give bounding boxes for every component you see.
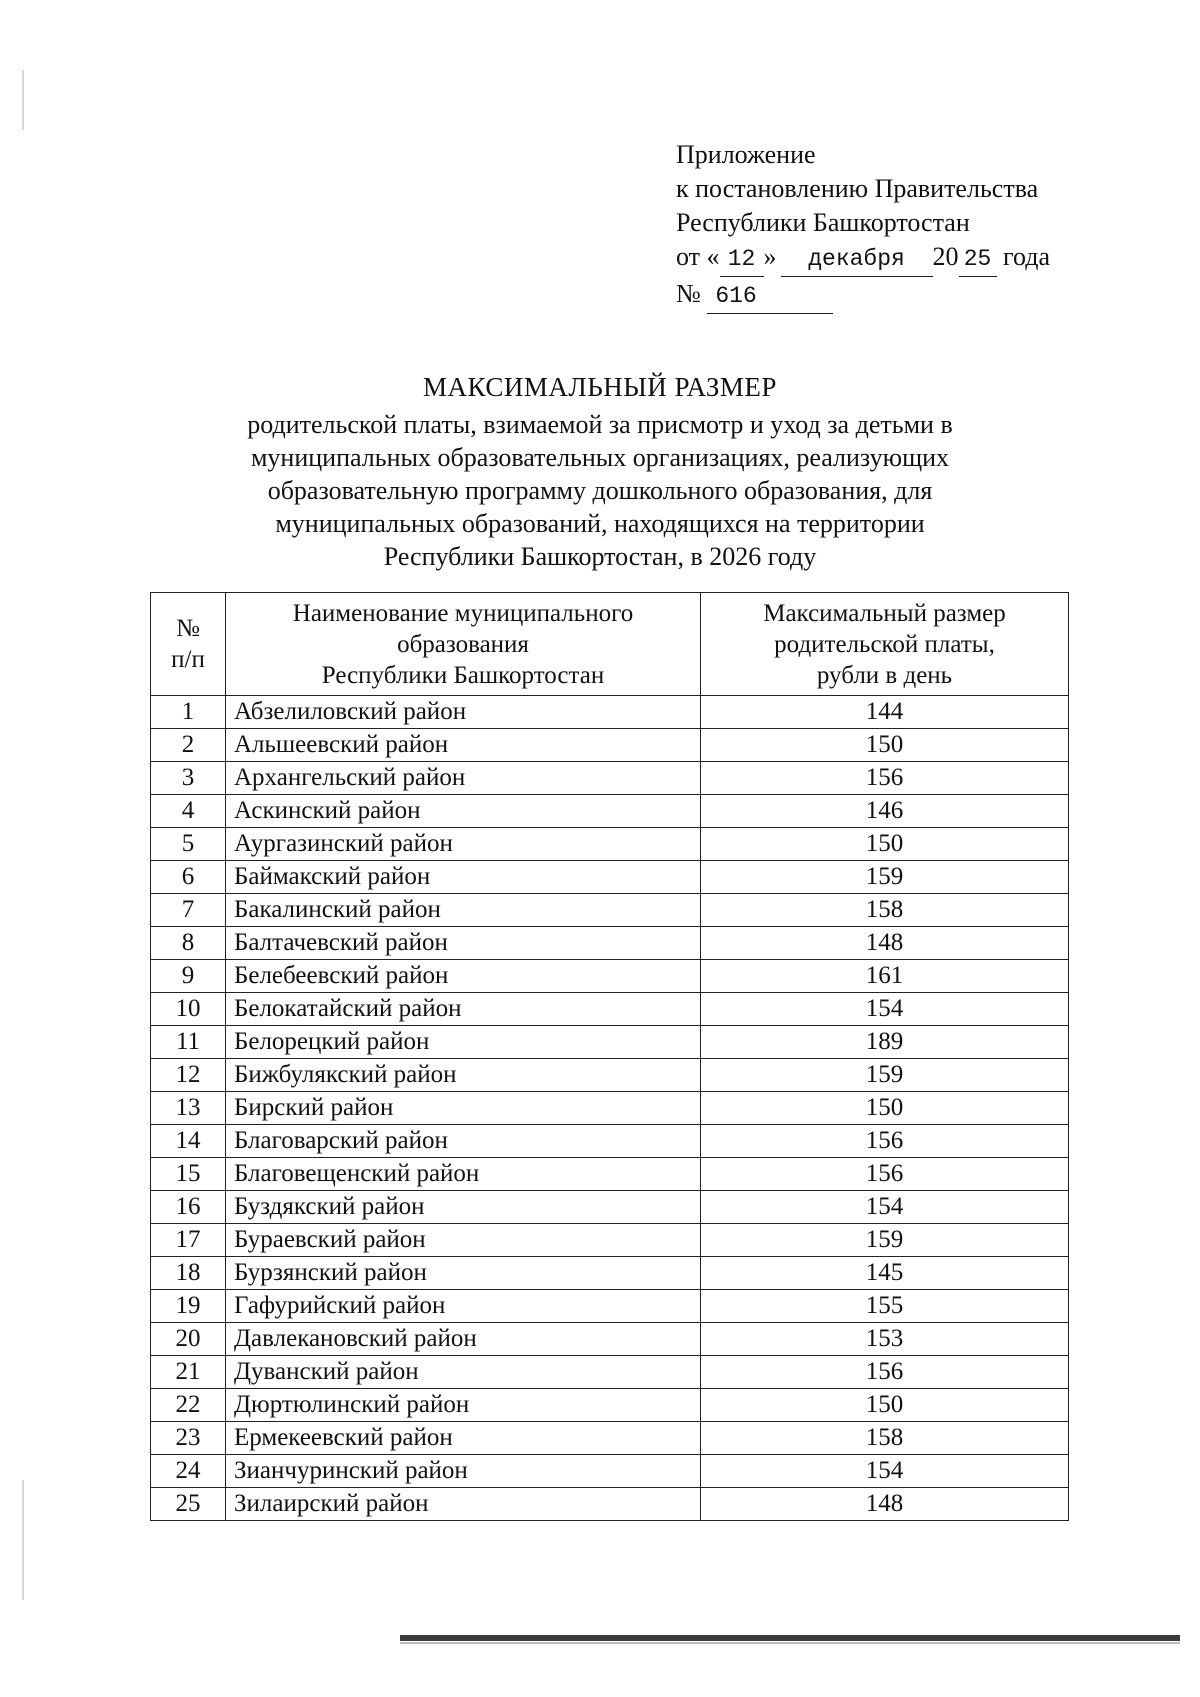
row-number: 11 <box>151 1026 226 1059</box>
scan-artifact <box>22 1480 24 1600</box>
row-municipality: Белебеевский район <box>226 960 701 993</box>
scan-artifact <box>22 70 24 130</box>
row-max-fee: 189 <box>701 1026 1069 1059</box>
header-number: № п/п <box>151 593 226 696</box>
row-max-fee: 150 <box>701 828 1069 861</box>
row-number: 1 <box>151 696 226 729</box>
row-max-fee: 156 <box>701 1158 1069 1191</box>
row-max-fee: 150 <box>701 1389 1069 1422</box>
row-number: 18 <box>151 1257 226 1290</box>
row-max-fee: 148 <box>701 927 1069 960</box>
date-month: декабря <box>781 242 933 277</box>
row-number: 21 <box>151 1356 226 1389</box>
table-row <box>151 1488 1069 1521</box>
row-number: 19 <box>151 1290 226 1323</box>
table-row <box>151 1224 1069 1257</box>
row-number: 10 <box>151 993 226 1026</box>
row-number: 25 <box>151 1488 226 1521</box>
row-number: 2 <box>151 729 226 762</box>
row-number: 3 <box>151 762 226 795</box>
table-row <box>151 729 1069 762</box>
row-max-fee: 145 <box>701 1257 1069 1290</box>
scan-bottom-bar <box>400 1635 1180 1641</box>
row-municipality: Абзелиловский район <box>226 696 701 729</box>
row-max-fee: 156 <box>701 762 1069 795</box>
table-row <box>151 861 1069 894</box>
row-max-fee: 159 <box>701 861 1069 894</box>
row-number: 12 <box>151 1059 226 1092</box>
row-municipality: Зианчуринский район <box>226 1455 701 1488</box>
table-row <box>151 894 1069 927</box>
table-row <box>151 927 1069 960</box>
appendix-date: от « 12 » декабря 20 25 года <box>676 240 1050 277</box>
row-municipality: Зилаирский район <box>226 1488 701 1521</box>
row-max-fee: 158 <box>701 894 1069 927</box>
row-municipality: Бирский район <box>226 1092 701 1125</box>
row-municipality: Дуванский район <box>226 1356 701 1389</box>
row-number: 4 <box>151 795 226 828</box>
table-row <box>151 1389 1069 1422</box>
row-number: 15 <box>151 1158 226 1191</box>
appendix-number: № 616 <box>676 277 1050 314</box>
row-municipality: Белокатайский район <box>226 993 701 1026</box>
row-max-fee: 156 <box>701 1125 1069 1158</box>
table-header-row <box>151 593 1069 696</box>
table-row <box>151 993 1069 1026</box>
row-number: 5 <box>151 828 226 861</box>
title-heading: МАКСИМАЛЬНЫЙ РАЗМЕР <box>423 372 777 402</box>
fee-table <box>150 592 1069 1521</box>
date-year: 25 <box>959 242 997 277</box>
row-municipality: Бурзянский район <box>226 1257 701 1290</box>
row-municipality: Гафурийский район <box>226 1290 701 1323</box>
row-number: 9 <box>151 960 226 993</box>
row-municipality: Баймакский район <box>226 861 701 894</box>
table-row <box>151 1092 1069 1125</box>
table-row <box>151 1356 1069 1389</box>
row-number: 14 <box>151 1125 226 1158</box>
table-row <box>151 762 1069 795</box>
table-row <box>151 1257 1069 1290</box>
scan-bottom-bar-shadow <box>400 1642 1180 1644</box>
row-number: 6 <box>151 861 226 894</box>
table-row <box>151 696 1069 729</box>
appendix-republic: Республики Башкортостан <box>676 208 970 237</box>
row-max-fee: 154 <box>701 993 1069 1026</box>
table-body <box>151 696 1069 1521</box>
date-day: 12 <box>720 242 764 277</box>
row-number: 22 <box>151 1389 226 1422</box>
row-number: 23 <box>151 1422 226 1455</box>
row-max-fee: 144 <box>701 696 1069 729</box>
table-row <box>151 1059 1069 1092</box>
row-max-fee: 155 <box>701 1290 1069 1323</box>
row-municipality: Архангельский район <box>226 762 701 795</box>
row-municipality: Давлекановский район <box>226 1323 701 1356</box>
row-max-fee: 161 <box>701 960 1069 993</box>
row-number: 24 <box>151 1455 226 1488</box>
row-max-fee: 153 <box>701 1323 1069 1356</box>
appendix-resolution: к постановлению Правительства <box>676 174 1039 203</box>
fee-table-container <box>150 592 1068 1521</box>
row-municipality: Аскинский район <box>226 795 701 828</box>
row-number: 7 <box>151 894 226 927</box>
row-municipality: Ермекеевский район <box>226 1422 701 1455</box>
table-row <box>151 1158 1069 1191</box>
row-max-fee: 148 <box>701 1488 1069 1521</box>
header-municipality: Наименование муниципального образования Республики Башкортостан <box>226 593 701 696</box>
row-number: 13 <box>151 1092 226 1125</box>
row-municipality: Благовещенский район <box>226 1158 701 1191</box>
table-row <box>151 1422 1069 1455</box>
table-row <box>151 1323 1069 1356</box>
row-municipality: Благоварский район <box>226 1125 701 1158</box>
row-municipality: Балтачевский район <box>226 927 701 960</box>
table-row <box>151 1290 1069 1323</box>
row-number: 20 <box>151 1323 226 1356</box>
row-number: 17 <box>151 1224 226 1257</box>
row-max-fee: 150 <box>701 729 1069 762</box>
table-row <box>151 1026 1069 1059</box>
row-max-fee: 158 <box>701 1422 1069 1455</box>
row-max-fee: 159 <box>701 1059 1069 1092</box>
row-max-fee: 156 <box>701 1356 1069 1389</box>
row-municipality: Буздякский район <box>226 1191 701 1224</box>
appendix-label: Приложение <box>676 140 816 169</box>
table-row <box>151 795 1069 828</box>
row-max-fee: 146 <box>701 795 1069 828</box>
row-municipality: Бакалинский район <box>226 894 701 927</box>
row-max-fee: 154 <box>701 1191 1069 1224</box>
row-municipality: Альшеевский район <box>226 729 701 762</box>
header-max-fee: Максимальный размер родительской платы, рубли в день <box>701 593 1069 696</box>
document-number: 616 <box>707 279 833 314</box>
row-number: 8 <box>151 927 226 960</box>
row-municipality: Бураевский район <box>226 1224 701 1257</box>
row-max-fee: 159 <box>701 1224 1069 1257</box>
row-municipality: Бижбулякский район <box>226 1059 701 1092</box>
table-row <box>151 828 1069 861</box>
row-municipality: Белорецкий район <box>226 1026 701 1059</box>
table-row <box>151 1191 1069 1224</box>
row-municipality: Дюртюлинский район <box>226 1389 701 1422</box>
document-title <box>150 370 1050 573</box>
appendix-block <box>676 138 1050 314</box>
row-municipality: Аургазинский район <box>226 828 701 861</box>
row-max-fee: 154 <box>701 1455 1069 1488</box>
table-row <box>151 1455 1069 1488</box>
title-subtitle: родительской платы, взимаемой за присмотр и уход за детьми в муниципальных образовательных организациях, реализующих образовательную программу дошкольного образования, для муниципальных образований, находящихся на территории Республики Башкортостан, в 2026 году <box>247 410 953 571</box>
table-row <box>151 960 1069 993</box>
row-number: 16 <box>151 1191 226 1224</box>
row-max-fee: 150 <box>701 1092 1069 1125</box>
table-row <box>151 1125 1069 1158</box>
